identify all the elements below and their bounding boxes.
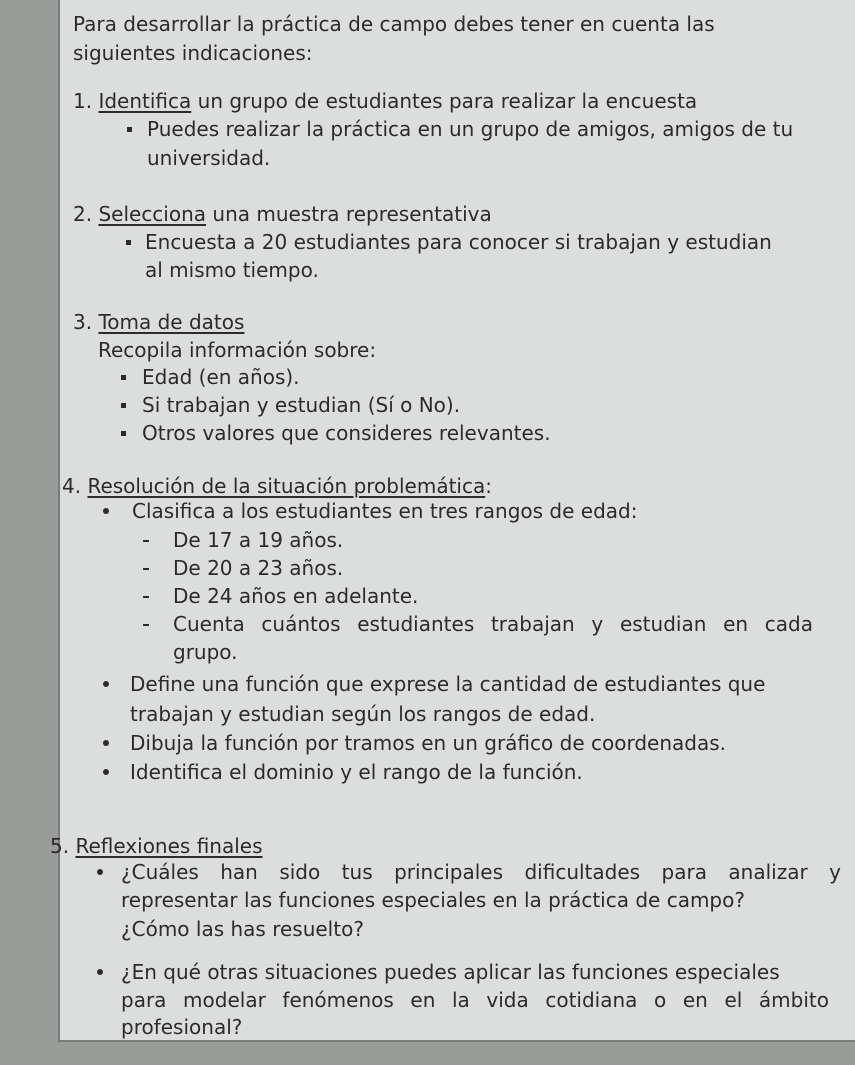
round-bullet-icon <box>97 969 103 975</box>
section-4-bullet-2-line-2: trabajan y estudian según los rangos de edad. <box>130 702 596 726</box>
section-2-bullet-line-1: Encuesta a 20 estudiantes para conocer si trabajan y estudian <box>145 230 772 254</box>
section-2-rest: una muestra representativa <box>206 202 492 226</box>
section-3-item-2: Si trabajan y estudian (Sí o No). <box>142 393 461 417</box>
section-4-bullet-3: Dibuja la función por tramos en un gráfico de coordenadas. <box>130 731 726 755</box>
section-1-title: Identifica <box>98 89 192 113</box>
section-4-number: 4. <box>62 474 88 498</box>
section-1-heading <box>73 89 697 113</box>
round-bullet-icon <box>103 681 109 687</box>
round-bullet-icon <box>103 508 109 514</box>
dash-bullet-icon <box>143 540 149 542</box>
question-2-line-2: para modelar fenómenos en la vida cotidiana o en el ámbito <box>121 988 829 1012</box>
question-2-line-1: ¿En qué otras situaciones puedes aplicar las funciones especiales <box>121 960 780 984</box>
age-range-2: De 20 a 23 años. <box>173 556 344 580</box>
section-3-title: Toma de datos <box>98 310 245 334</box>
section-2-number: 2. <box>73 202 99 226</box>
intro-line-2: siguientes indicaciones: <box>73 41 313 65</box>
section-5-heading <box>50 834 263 858</box>
count-instruction-line-2: grupo. <box>173 640 238 664</box>
section-3-number: 3. <box>73 310 99 334</box>
section-3-heading <box>73 310 244 334</box>
square-bullet-icon <box>121 375 126 380</box>
section-3-item-1: Edad (en años). <box>142 365 300 389</box>
section-2-title: Selecciona <box>98 202 207 226</box>
round-bullet-icon <box>103 769 109 775</box>
section-4-title: Resolución de la situación problemática <box>87 474 486 498</box>
square-bullet-icon <box>121 431 126 436</box>
section-3-item-3: Otros valores que consideres relevantes. <box>142 421 551 445</box>
dash-bullet-icon <box>143 624 149 626</box>
square-bullet-icon <box>121 403 126 408</box>
intro-line-1: Para desarrollar la práctica de campo debes tener en cuenta las <box>73 12 715 36</box>
dash-bullet-icon <box>143 596 149 598</box>
square-bullet-icon <box>126 240 131 245</box>
section-1-bullet-line-2: universidad. <box>147 146 271 170</box>
question-2-line-3: profesional? <box>121 1015 243 1039</box>
age-range-3: De 24 años en adelante. <box>173 584 419 608</box>
section-4-bullet-1: Clasifica a los estudiantes en tres rangos de edad: <box>132 499 638 523</box>
section-2-bullet-line-2: al mismo tiempo. <box>145 258 319 282</box>
section-5-title: Reflexiones finales <box>75 834 263 858</box>
question-1-line-2: representar las funciones especiales en la práctica de campo? <box>121 888 745 912</box>
section-3-subtitle: Recopila información sobre: <box>98 338 377 362</box>
section-5-number: 5. <box>50 834 76 858</box>
dash-bullet-icon <box>143 568 149 570</box>
square-bullet-icon <box>127 127 132 132</box>
round-bullet-icon <box>103 740 109 746</box>
section-4-heading <box>62 474 492 498</box>
section-1-rest: un grupo de estudiantes para realizar la encuesta <box>191 89 698 113</box>
section-2-heading <box>73 202 492 226</box>
section-1-number: 1. <box>73 89 99 113</box>
count-instruction-line-1: Cuenta cuántos estudiantes trabajan y estudian en cada <box>173 612 813 636</box>
round-bullet-icon <box>97 869 103 875</box>
question-1-line-3: ¿Cómo las has resuelto? <box>121 917 364 941</box>
age-range-1: De 17 a 19 años. <box>173 528 344 552</box>
section-4-bullet-4: Identifica el dominio y el rango de la función. <box>130 760 583 784</box>
section-4-colon: : <box>485 474 492 498</box>
question-1-line-1: ¿Cuáles han sido tus principales dificultades para analizar y <box>121 860 841 884</box>
section-1-bullet-line-1: Puedes realizar la práctica en un grupo de amigos, amigos de tu <box>147 117 794 141</box>
section-4-bullet-2-line-1: Define una función que exprese la cantidad de estudiantes que <box>130 672 766 696</box>
